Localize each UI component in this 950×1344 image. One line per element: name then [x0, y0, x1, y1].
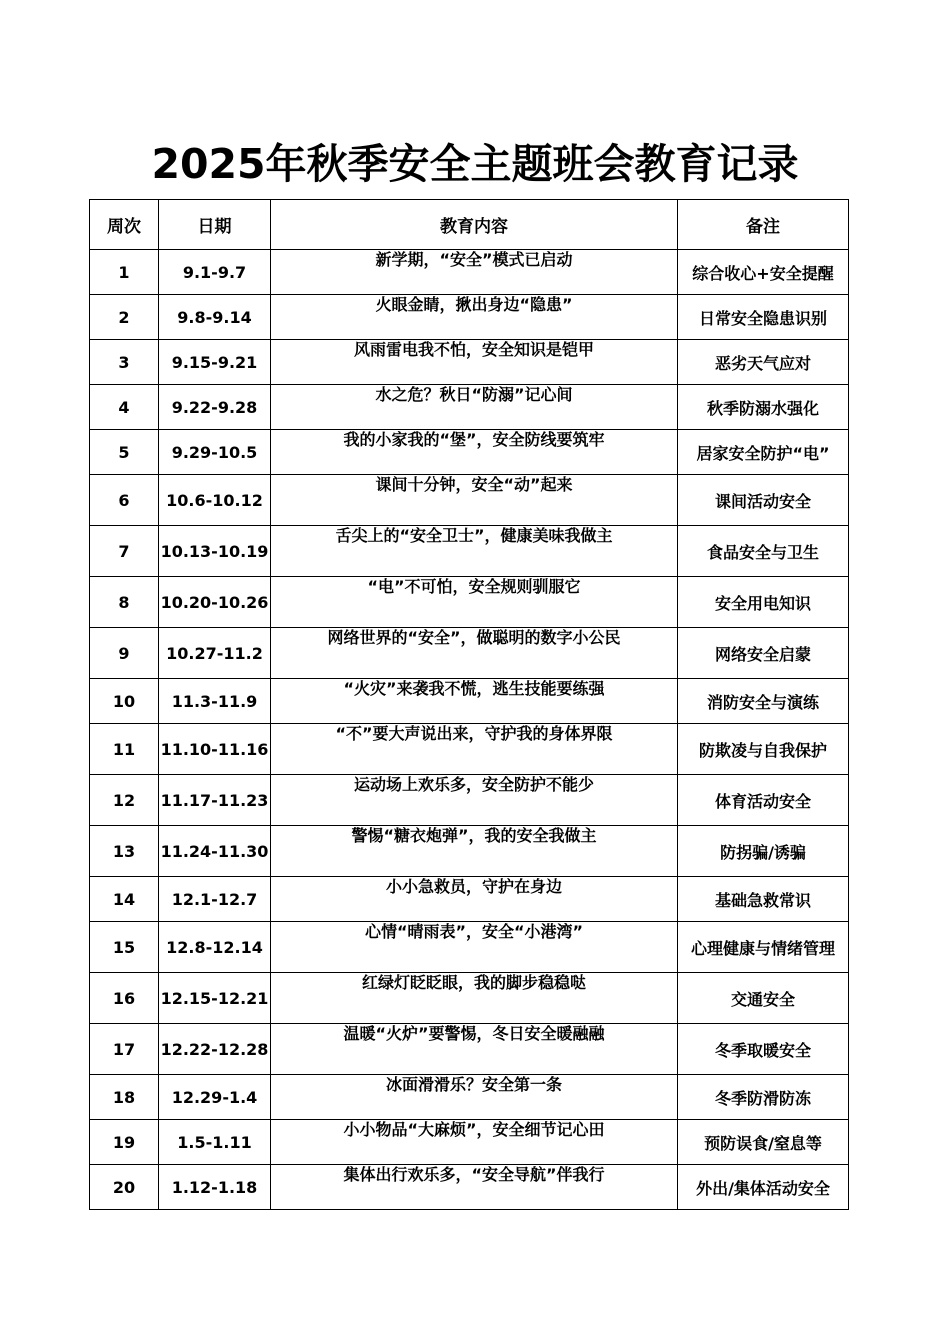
date-cell: 11.24-11.30: [159, 826, 271, 877]
note-cell: 防欺凌与自我保护: [678, 724, 849, 775]
header-note: 备注: [678, 200, 849, 250]
week-cell: 1: [90, 250, 159, 295]
table-row: [90, 1120, 849, 1165]
date-cell: 9.1-9.7: [159, 250, 271, 295]
date-cell: 12.8-12.14: [159, 922, 271, 973]
table-row: [90, 385, 849, 430]
content-cell: “电”不可怕，安全规则驯服它: [271, 577, 678, 628]
content-cell: 新学期，“安全”模式已启动: [271, 250, 678, 295]
content-cell: 运动场上欢乐多，安全防护不能少: [271, 775, 678, 826]
note-cell: 消防安全与演练: [678, 679, 849, 724]
table-row: [90, 250, 849, 295]
week-cell: 17: [90, 1024, 159, 1075]
week-cell: 11: [90, 724, 159, 775]
date-cell: 12.29-1.4: [159, 1075, 271, 1120]
content-cell: 小小急救员，守护在身边: [271, 877, 678, 922]
week-cell: 8: [90, 577, 159, 628]
date-cell: 1.5-1.11: [159, 1120, 271, 1165]
week-cell: 7: [90, 526, 159, 577]
table-row: [90, 973, 849, 1024]
date-cell: 9.29-10.5: [159, 430, 271, 475]
week-cell: 15: [90, 922, 159, 973]
date-cell: 12.1-12.7: [159, 877, 271, 922]
week-cell: 20: [90, 1165, 159, 1210]
week-cell: 5: [90, 430, 159, 475]
date-cell: 11.10-11.16: [159, 724, 271, 775]
note-cell: 秋季防溺水强化: [678, 385, 849, 430]
note-cell: 日常安全隐患识别: [678, 295, 849, 340]
content-cell: “不”要大声说出来，守护我的身体界限: [271, 724, 678, 775]
table-row: [90, 826, 849, 877]
week-cell: 12: [90, 775, 159, 826]
date-cell: 10.13-10.19: [159, 526, 271, 577]
table-row: [90, 1075, 849, 1120]
content-cell: 我的小家我的“堡”，安全防线要筑牢: [271, 430, 678, 475]
week-cell: 13: [90, 826, 159, 877]
table-row: [90, 340, 849, 385]
table-row: [90, 922, 849, 973]
note-cell: 交通安全: [678, 973, 849, 1024]
table-body: [90, 250, 849, 1210]
table-header-row: [90, 200, 849, 250]
week-cell: 3: [90, 340, 159, 385]
table-row: [90, 877, 849, 922]
week-cell: 4: [90, 385, 159, 430]
note-cell: 心理健康与情绪管理: [678, 922, 849, 973]
note-cell: 综合收心+安全提醒: [678, 250, 849, 295]
week-cell: 14: [90, 877, 159, 922]
week-cell: 16: [90, 973, 159, 1024]
table-row: [90, 628, 849, 679]
note-cell: 食品安全与卫生: [678, 526, 849, 577]
table-row: [90, 430, 849, 475]
content-cell: 水之危？秋日“防溺”记心间: [271, 385, 678, 430]
note-cell: 冬季取暖安全: [678, 1024, 849, 1075]
content-cell: 火眼金睛，揪出身边“隐患”: [271, 295, 678, 340]
content-cell: “火灾”来袭我不慌，逃生技能要练强: [271, 679, 678, 724]
note-cell: 恶劣天气应对: [678, 340, 849, 385]
content-cell: 集体出行欢乐多，“安全导航”伴我行: [271, 1165, 678, 1210]
content-cell: 舌尖上的“安全卫士”，健康美味我做主: [271, 526, 678, 577]
date-cell: 12.22-12.28: [159, 1024, 271, 1075]
table-row: [90, 526, 849, 577]
date-cell: 12.15-12.21: [159, 973, 271, 1024]
date-cell: 11.3-11.9: [159, 679, 271, 724]
note-cell: 预防误食/窒息等: [678, 1120, 849, 1165]
table-row: [90, 775, 849, 826]
week-cell: 6: [90, 475, 159, 526]
header-date: 日期: [159, 200, 271, 250]
note-cell: 外出/集体活动安全: [678, 1165, 849, 1210]
table-row: [90, 577, 849, 628]
content-cell: 警惕“糖衣炮弹”，我的安全我做主: [271, 826, 678, 877]
note-cell: 课间活动安全: [678, 475, 849, 526]
content-cell: 温暖“火炉”要警惕，冬日安全暖融融: [271, 1024, 678, 1075]
date-cell: 1.12-1.18: [159, 1165, 271, 1210]
date-cell: 9.22-9.28: [159, 385, 271, 430]
content-cell: 心情“晴雨表”，安全“小港湾”: [271, 922, 678, 973]
content-cell: 小小物品“大麻烦”，安全细节记心田: [271, 1120, 678, 1165]
content-cell: 冰面滑滑乐？安全第一条: [271, 1075, 678, 1120]
table-row: [90, 295, 849, 340]
note-cell: 冬季防滑防冻: [678, 1075, 849, 1120]
date-cell: 10.6-10.12: [159, 475, 271, 526]
content-cell: 风雨雷电我不怕，安全知识是铠甲: [271, 340, 678, 385]
page-title: 2025年秋季安全主题班会教育记录: [151, 140, 799, 188]
table-row: [90, 1165, 849, 1210]
date-cell: 9.8-9.14: [159, 295, 271, 340]
header-week: 周次: [90, 200, 159, 250]
note-cell: 体育活动安全: [678, 775, 849, 826]
date-cell: 11.17-11.23: [159, 775, 271, 826]
table-row: [90, 679, 849, 724]
table-row: [90, 724, 849, 775]
week-cell: 2: [90, 295, 159, 340]
note-cell: 基础急救常识: [678, 877, 849, 922]
note-cell: 居家安全防护“电”: [678, 430, 849, 475]
week-cell: 18: [90, 1075, 159, 1120]
header-content: 教育内容: [271, 200, 678, 250]
education-record-table: [89, 199, 849, 1210]
week-cell: 10: [90, 679, 159, 724]
content-cell: 网络世界的“安全”，做聪明的数字小公民: [271, 628, 678, 679]
table-row: [90, 475, 849, 526]
week-cell: 9: [90, 628, 159, 679]
content-cell: 红绿灯眨眨眼，我的脚步稳稳哒: [271, 973, 678, 1024]
note-cell: 网络安全启蒙: [678, 628, 849, 679]
date-cell: 10.20-10.26: [159, 577, 271, 628]
note-cell: 安全用电知识: [678, 577, 849, 628]
content-cell: 课间十分钟，安全“动”起来: [271, 475, 678, 526]
note-cell: 防拐骗/诱骗: [678, 826, 849, 877]
week-cell: 19: [90, 1120, 159, 1165]
table-row: [90, 1024, 849, 1075]
date-cell: 10.27-11.2: [159, 628, 271, 679]
date-cell: 9.15-9.21: [159, 340, 271, 385]
